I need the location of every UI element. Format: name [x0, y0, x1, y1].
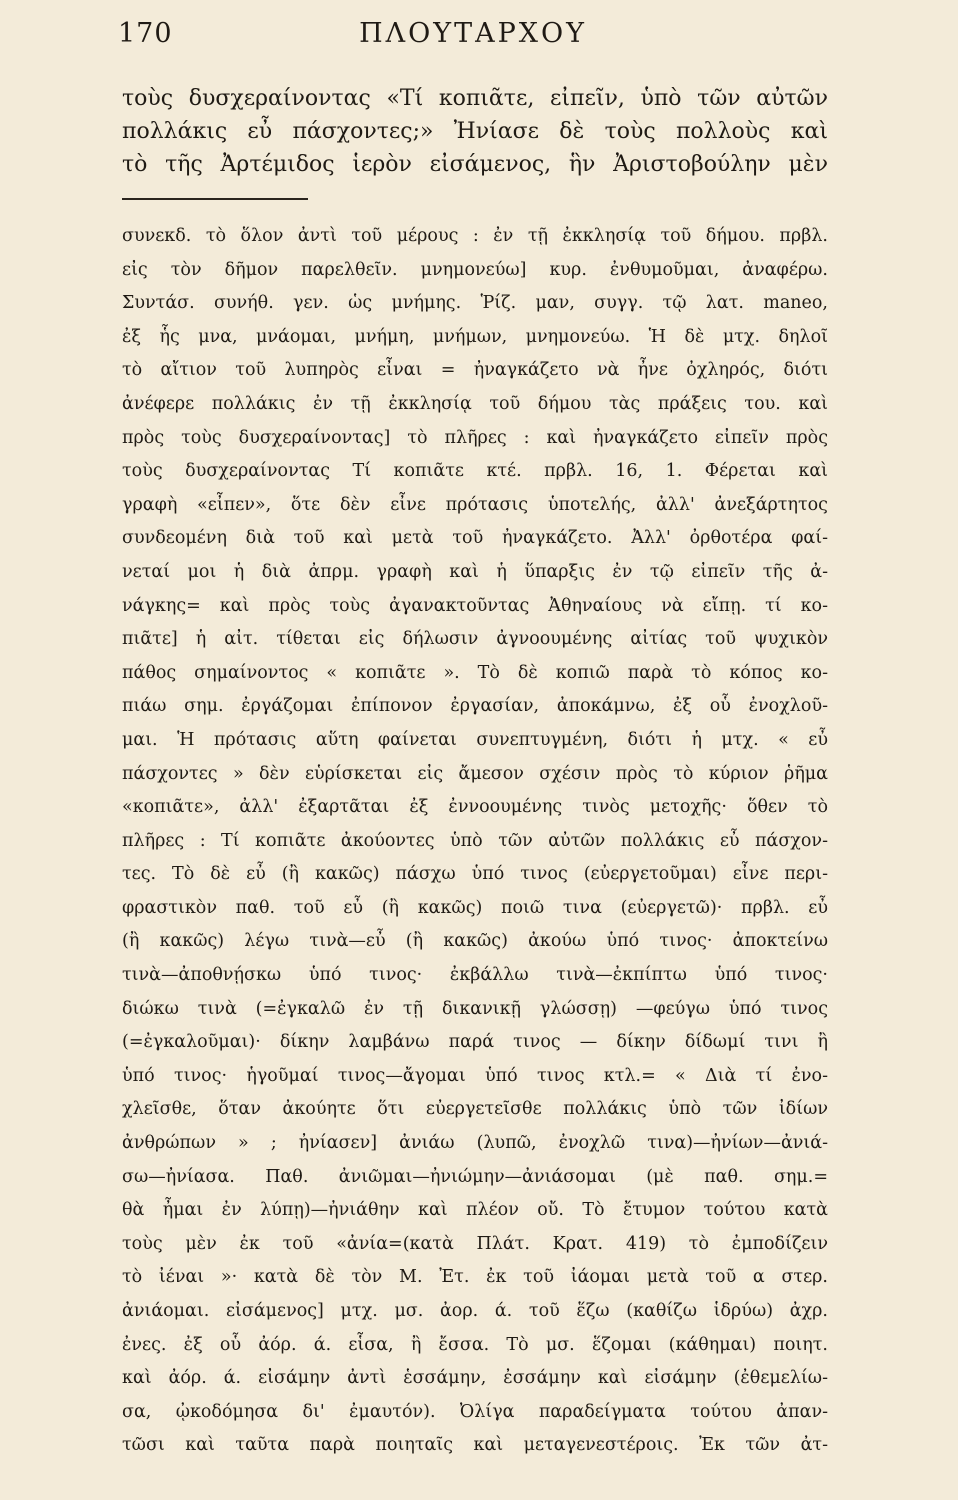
note-line: εἰς τὸν δῆμον παρελθεῖν. μνημονεύω] κυρ. ἐνθυμοῦμαι, ἀναφέρω. — [122, 259, 828, 280]
note-line: χλεῖσθε, ὅταν ἀκούητε ὅτι εὐεργετεῖσθε πολλάκις ὑπὸ τῶν ἰδίων — [122, 1099, 828, 1120]
note-line: ὑπό τινος· ἡγοῦμαί τινος—ἄγομαι ὑπό τινος κτλ.= « Διὰ τί ἐνο- — [122, 1065, 828, 1086]
note-line: νεταί μοι ἡ διὰ ἀπρμ. γραφὴ καὶ ἡ ὕπαρξις ἐν τῷ εἰπεῖν τῆς ἀ- — [122, 561, 828, 582]
main-text-line: τὸ τῆς Ἀρτέμιδος ἱερὸν εἰσάμενος, ἣν Ἀριστοβούλην μὲν — [122, 152, 828, 177]
note-line: διώκω τινὰ (=ἐγκαλῶ ἐν τῇ δικανικῇ γλώσσῃ) —φεύγω ὑπό τινος — [122, 998, 828, 1019]
note-line: τὸ αἴτιον τοῦ λυπηρὸς εἶναι = ἠναγκάζετο νὰ ἦνε ὀχληρός, διότι — [122, 360, 828, 381]
note-line: καὶ ἀόρ. ά. εἰσάμην ἀντὶ ἑσσάμην, ἐσσάμην καὶ εἰσάμην (ἐθεμελίω- — [122, 1368, 828, 1389]
note-line: μαι. Ἡ πρότασις αὕτη φαίνεται συνεπτυγμένη, διότι ἡ μτχ. « εὖ — [122, 729, 828, 750]
note-line: (=ἐγκαλοῦμαι)· δίκην λαμβάνω παρά τινος — δίκην δίδωμί τινι ἢ — [122, 1032, 828, 1053]
note-line: (ἢ κακῶς) λέγω τινὰ—εὖ (ἢ κακῶς) ἀκούω ὑπό τινος· ἀποκτείνω — [122, 931, 828, 952]
note-line: πρὸς τοὺς δυσχεραίνοντας] τὸ πλῆρες : καὶ ἠναγκάζετο εἰπεῖν πρὸς — [122, 427, 828, 448]
running-head: ΠΛΟΥΤΑΡΧΟΥ — [359, 18, 587, 49]
main-text-line: τοὺς δυσχεραίνοντας «Τί κοπιᾶτε, εἰπεῖν, ὑπὸ τῶν αὐτῶν — [122, 86, 828, 111]
note-line: νάγκης= καὶ πρὸς τοὺς ἀγανακτοῦντας Ἀθηναίους νὰ εἴπῃ. τί κο- — [122, 595, 828, 616]
note-line: πιάω σημ. ἐργάζομαι ἐπίπονον ἐργασίαν, ἀποκάμνω, ἐξ οὗ ἐνοχλοῦ- — [122, 696, 828, 717]
note-line: τες. Τὸ δὲ εὖ (ἢ κακῶς) πάσχω ὑπό τινος (εὐεργετοῦμαι) εἶνε περι- — [122, 864, 828, 885]
commentary-notes — [122, 220, 828, 1463]
note-line: «κοπιᾶτε», ἀλλ' ἐξαρτᾶται ἐξ ἐννοουμένης τινὸς μετοχῆς· ὅθεν τὸ — [122, 797, 828, 818]
note-line: ἀνέφερε πολλάκις ἐν τῇ ἐκκλησίᾳ τοῦ δήμου τὰς πράξεις του. καὶ — [122, 393, 828, 414]
main-text — [122, 82, 828, 181]
main-text-line: πολλάκις εὖ πάσχοντες;» Ἠνίασε δὲ τοὺς πολλοὺς καὶ — [122, 119, 828, 144]
note-line: ἀνθρώπων » ; ἠνίασεν] ἀνιάω (λυπῶ, ἐνοχλῶ τινα)—ἠνίων—ἀνιά- — [122, 1133, 828, 1154]
page-header — [118, 18, 828, 58]
note-line: σα, ᾠκοδόμησα δι' ἐμαυτόν). Ὀλίγα παραδείγματα τούτου ἀπαν- — [122, 1401, 828, 1422]
note-line: Συντάσ. συνήθ. γεν. ὡς μνήμης. Ῥίζ. μαν, συγγ. τῷ λατ. maneo, — [122, 293, 828, 314]
note-line: τὸ ἰέναι »· κατὰ δὲ τὸν Μ. Ἐτ. ἐκ τοῦ ἰάομαι μετὰ τοῦ α στερ. — [122, 1267, 828, 1288]
note-line: τῶσι καὶ ταῦτα παρὰ ποιηταῖς καὶ μεταγενεστέροις. Ἐκ τῶν ἀτ- — [122, 1435, 828, 1456]
note-line: θὰ ἦμαι ἐν λύπῃ)—ἠνιάθην καὶ πλέον οὔ. Τὸ ἔτυμον τούτου κατὰ — [122, 1200, 828, 1221]
page-number: 170 — [118, 18, 173, 49]
note-line: φραστικὸν παθ. τοῦ εὖ (ἢ κακῶς) ποιῶ τινα (εὐεργετῶ)· πρβλ. εὖ — [122, 897, 828, 918]
note-line: τοὺς δυσχεραίνοντας Τί κοπιᾶτε κτέ. πρβλ. 16, 1. Φέρεται καὶ — [122, 461, 828, 482]
note-line: τοὺς μὲν ἐκ τοῦ «ἀνία=(κατὰ Πλάτ. Κρατ. 419) τὸ ἐμποδίζειν — [122, 1233, 828, 1254]
note-line: σω—ἠνίασα. Παθ. ἀνιῶμαι—ἠνιώμην—ἀνιάσομαι (μὲ παθ. σημ.= — [122, 1166, 828, 1187]
note-line: πλῆρες : Τί κοπιᾶτε ἀκούοντες ὑπὸ τῶν αὐτῶν πολλάκις εὖ πάσχον- — [122, 830, 828, 851]
footnote-separator-rule — [122, 198, 308, 200]
note-line: συνεκδ. τὸ ὅλον ἀντὶ τοῦ μέρους : ἐν τῇ ἐκκλησίᾳ τοῦ δήμου. πρβλ. — [122, 226, 828, 246]
note-line: ἐνες. ἐξ οὗ ἀόρ. ά. εἷσα, ἢ ἔσσα. Τὸ μσ. ἕζομαι (κάθημαι) ποιητ. — [122, 1334, 828, 1355]
note-line: πιᾶτε] ἡ αἰτ. τίθεται εἰς δήλωσιν ἀγνοουμένης αἰτίας τοῦ ψυχικὸν — [122, 629, 828, 650]
note-line: γραφὴ «εἶπεν», ὅτε δὲν εἶνε πρότασις ὑποτελής, ἀλλ' ἀνεξάρτητος — [122, 494, 828, 515]
note-line: πάσχοντες » δὲν εὑρίσκεται εἰς ἄμεσον σχέσιν πρὸς τὸ κύριον ῥῆμα — [122, 763, 828, 784]
note-line: πάθος σημαίνοντος « κοπιᾶτε ». Τὸ δὲ κοπιῶ παρὰ τὸ κόπος κο- — [122, 662, 828, 683]
note-line: τινὰ—ἀποθνῄσκω ὑπό τινος· ἐκβάλλω τινὰ—ἐκπίπτω ὑπό τινος· — [122, 965, 828, 986]
note-line: συνδεομένη διὰ τοῦ καὶ μετὰ τοῦ ἠναγκάζετο. Ἀλλ' ὀρθοτέρα φαί- — [122, 528, 828, 549]
note-line: ἐξ ἧς μνα, μνάομαι, μνήμη, μνήμων, μνημονεύω. Ἡ δὲ μτχ. δηλοῖ — [122, 326, 828, 347]
note-line: ἀνιάομαι. εἰσάμενος] μτχ. μσ. ἀορ. ά. τοῦ ἕζω (καθίζω ἱδρύω) ἀχρ. — [122, 1301, 828, 1321]
